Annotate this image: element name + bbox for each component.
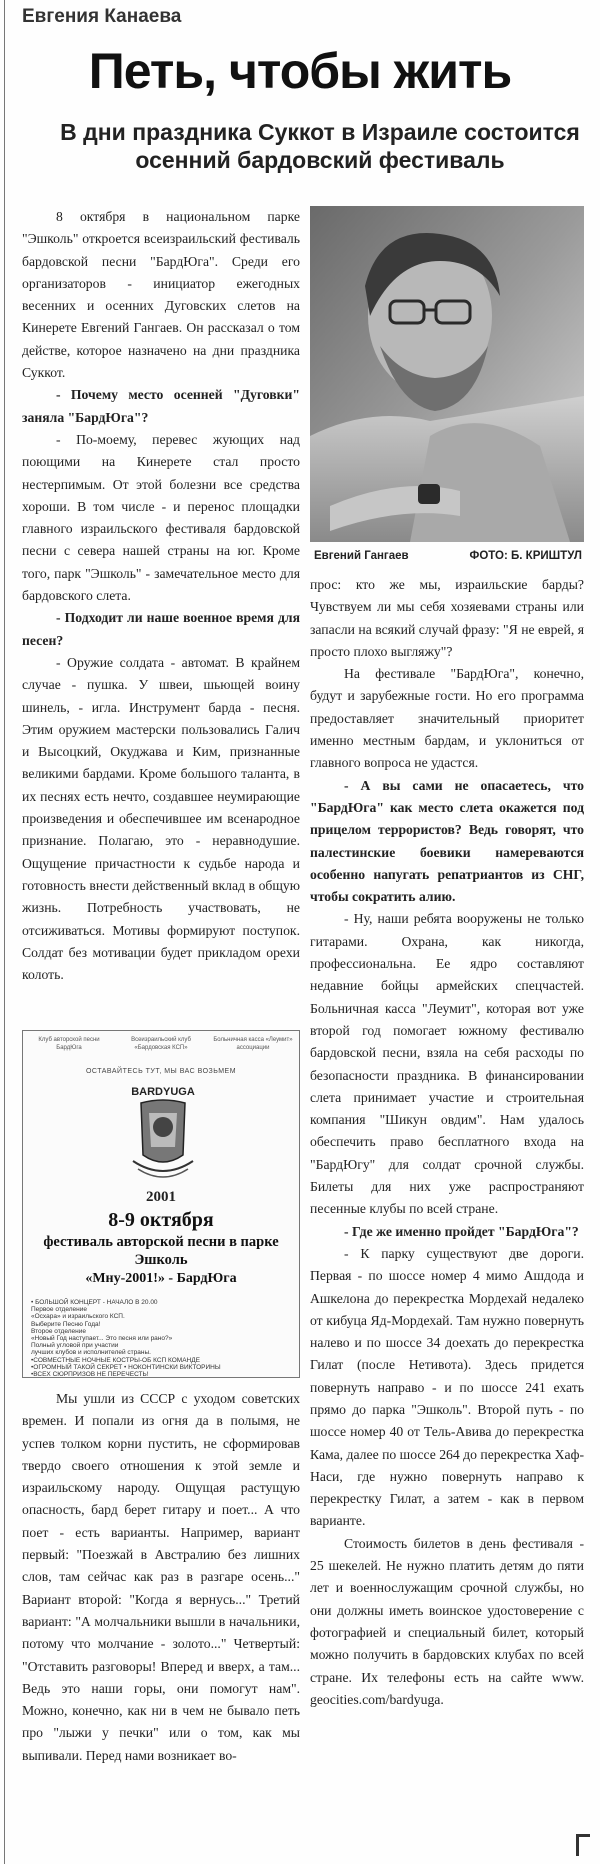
photo-caption [310, 548, 584, 568]
poster-program-line: • БОЛЬШОЙ КОНЦЕРТ - НАЧАЛО В 20.00 [31, 1299, 158, 1306]
interview-question: - Подходит ли наше военное время для песен? [22, 610, 300, 648]
photo-credit: ФОТО: Б. КРИШТУЛ [469, 550, 582, 562]
poster-program-line: «Осхара» и израильского КСП. [31, 1313, 125, 1321]
end-mark [576, 1834, 590, 1856]
poster-dates: 8-9 октября [108, 1209, 214, 1231]
poster-slogan: ОСТАВАЙТЕСЬ ТУТ, МЫ ВАС ВОЗЬМЕМ [85, 1068, 237, 1075]
article-paragraph: - По-моему, перевес жующих над поющими на Кинерете стал просто нестерпимым. От этой болезни все средства хороши. В том числе - и перенос площадки главного израильского фестиваля бардовской песни с севера нашей страны на юг. Кроме того, парк "Эшколь" - замечательное место для бардовского слета. [22, 431, 300, 604]
headline: Петь, чтобы жить [88, 43, 512, 99]
poster-festival-line [23, 1233, 299, 1269]
article-paragraph: Стоимость билетов в день фестиваля - 25 шекелей. Не нужно платить детям до пяти лет и военнослужащим срочной службы, но они должны иметь воинское удостоверение с фотографией и специальный билет, который можно получить в бардовских клубах по всей стране. Их телефоны есть на сайте www. geocities.com/bardyuga. [310, 1535, 584, 1707]
article-column-left-bottom [22, 1388, 300, 1836]
logo-text: BARDYUGA [131, 1086, 195, 1098]
poster-program-line: •СОВМЕСТНЫЕ НОЧНЫЕ КОСТРЫ-ОБ КСП КОМАНДЕ [31, 1356, 200, 1364]
poster-program-line: лучших клубов и исполнителей страны. [31, 1349, 151, 1357]
interview-question: - А вы сами не опасаетесь, что "БардЮга" как место слета окажется под прицелом террористов? Ведь говорят, что палестинские боевики намереваются особенно напугать репатриантов из СНГ, чтобы сократить алию. [310, 777, 584, 905]
poster-program-line: •ОГРОМНЫЙ ТАКОЙ СЕКРЕТ • НОКОНТИНСКИ ВИКТОРИНЫ [31, 1363, 221, 1371]
article-paragraph: прос: кто же мы, израильские барды? Чувствуем ли мы себя хозяевами страны или запасли на всякий случай фразу: "Я не еврей, я просто плохо выгляжу"? [310, 577, 584, 659]
poster-title: «Мну-2001!» - БардЮга [85, 1271, 237, 1286]
poster-year: 2001 [146, 1189, 176, 1205]
poster-org-mid: Всеизраильский клуб «Бардовская КСП» [131, 1037, 191, 1051]
article-paragraph: - К парку существуют две дороги. Первая - по шоссе номер 4 мимо Ашдода и Ашкелона до перекрестка Мордехай недалеко от кибуца Яд-Мордехай. Там нужно повернуть налево и по шоссе 34 доехать до перекрестка Гилат (после Нетивота). Здесь придется повернуть направо - и по шоссе 241 ехать прямо до парка "Эшколь". Второй путь - по шоссе номер 40 от Тель-Авива до перекрестка Кама, далее по шоссе 264 до перекрестка Хаф-Наси, где нужно повернуть направо к перекрестку Гилат, а затем - как в первом варианте. [310, 1245, 584, 1529]
author-byline: Евгения Канаева [22, 6, 182, 27]
bardyuga-logo [103, 1077, 223, 1187]
article-paragraph: - Ну, наши ребята вооружены не только гитарами. Охрана, как никогда, профессиональна. Ее ядро составляют недавние бойцы армейских спецчастей. Больничная касса "Леумит", которая вот уже второй год помогает южному фестивалю бардовской песни, взяла на себя расходы по безопасности праздника. В финансировании слета принимает участие и строительная компания "Шикун овдим". Нам удалось обеспечить право бесплатного входа на "БардЮгу" для солдат срочной службы. Билеты для них уже распространяют песенные клубы по всей стране. [310, 911, 584, 1217]
poster-org-right: Больничная касса «Леумит» ассоциации [213, 1037, 293, 1051]
poster-program-line: «Новый Год наступает... Это песня или рано?» [31, 1335, 173, 1342]
article-paragraph: На фестивале "БардЮга", конечно, будут и зарубежные гости. Но его программа предоставляет значительный приоритет именно местным бардам, и уклониться от главного вопроса не удастся. [310, 666, 584, 771]
subheadline: В дни праздника Суккот в Израиле состоится осенний бардовский фестиваль [60, 119, 580, 173]
article-column-left-top [22, 206, 300, 1026]
interview-question: - Где же именно пройдет "БардЮга"? [344, 1223, 579, 1239]
poster-org-left: Клуб авторской песни БардЮга [38, 1037, 100, 1051]
article-column-right [310, 574, 584, 1830]
article-paragraph: - Оружие солдата - автомат. В крайнем случае - пушка. У швеи, шьющей воину шинель, - игла. Инструмент барда - песня. Этим оружием мастерски пользовались Галич и Высоцкий, Окуджава и Ким, признанные великими бардами. Кроме большого таланта, в их песнях есть нечто, создавшее неумирающие произведения и обеспечившее им всенародное признание. Полагаю, это - неравнодушие. Ощущение причастности к судьбе народа и готовность внести действенный вклад в общую жизнь. Потребность участвовать, не отсиживаться. Мотивы формируют поступок. Солдат без мотивации будет прикладом орехи колоть. [22, 654, 300, 983]
portrait-image [310, 206, 584, 542]
photo-caption-name: Евгений Гангаев [314, 550, 409, 562]
interview-question: - Почему место осенней "Дуговки" заняла "БардЮга"? [22, 387, 300, 425]
portrait-photo [310, 206, 584, 542]
poster-program-line: Полный угловой при участии [31, 1342, 119, 1350]
poster-program-line: Второе отделение [31, 1327, 86, 1335]
poster-festival-line-1: фестиваль авторской песни в парке [43, 1234, 279, 1250]
poster-program-line: Выберите Песню Года! [31, 1320, 101, 1328]
poster-program-line: •ВСЕХ СЮРПРИЗОВ НЕ ПЕРЕЧЕСТЬ! [31, 1371, 149, 1378]
article-paragraph: 8 октября в национальном парке "Эшколь" откроется всеизраильский фестиваль бардовской песни "БардЮга". Среди его организаторов - инициатор ежегодных весенних и осенних Дуговских слетов на Кинерете Евгений Гангаев. Он рассказал о том действе, которое назначено на дни праздника Суккот. [22, 209, 300, 381]
poster-festival-line-2: Эшколь [134, 1252, 188, 1268]
poster-program-line: Первое отделение [31, 1306, 87, 1314]
margin-rule [4, 0, 5, 1864]
festival-poster [22, 1030, 300, 1378]
article-paragraph: Мы ушли из СССР с уходом советских времен. И попали из огня да в полымя, не успев толком корни пустить, не сформировав твердо своего отношения к этой земле и израильскому народу. Ощущая растущую опасность, бард берет гитару и поет... А что поет - есть варианты. Например, вариант первый: "Поезжай в Австралию без лишних слов, там сейчас как раз в разгаре осень..." Вариант второй: "Когда я вернусь..." Третий вариант: "А молчальники вышли в начальники, потому что молчание - золото..." Четвертый: "Отставить разговоры! Вперед и вверх, а там... Ведь это наши горы, они помогут нам". Можно, конечно, как ни в чем не бывало петь про "лыжи у печки" или о том, как мы выпивали. Перед нами возникает во- [22, 1391, 300, 1763]
